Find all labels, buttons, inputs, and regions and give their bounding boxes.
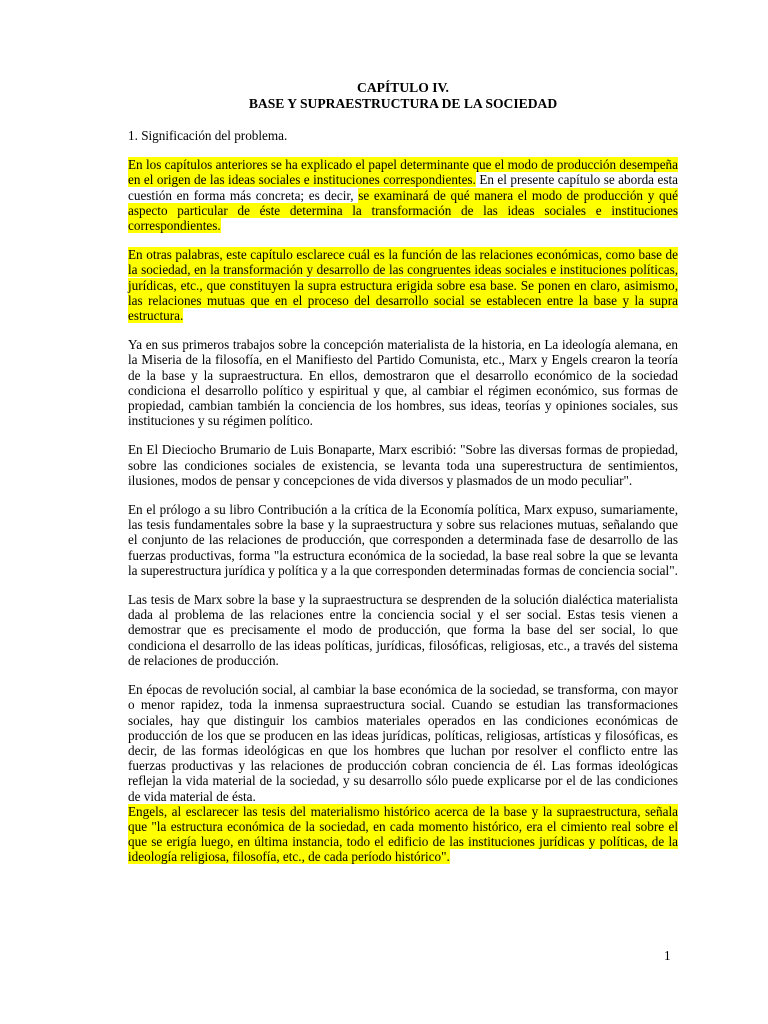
chapter-number: CAPÍTULO IV. (357, 80, 449, 95)
paragraph (128, 157, 678, 233)
paragraph-text: En el prólogo a su libro Contribución a la crítica de la Economía política, Marx expuso, sumariamente, las tesis fundamentales sobre la base y la supraestructura y sobre sus relaciones mutuas, señalando que el conjunto de las relaciones de producción, que corresponden a determinada fase de desarrollo de las fuerzas productivas, forma "la estructura económica de la sociedad, la base real sobre la que se levanta la superestructura jurídica y política y a la que corresponden determinadas formas de conciencia social". (128, 502, 678, 578)
highlighted-text: En los capítulos anteriores se ha explicado el papel determinante que el modo de producción desempeña en el origen de las ideas sociales e instituciones correspondientes. (128, 157, 678, 188)
chapter-title: BASE Y SUPRAESTRUCTURA DE LA SOCIEDAD (248, 96, 558, 111)
paragraph (128, 337, 678, 428)
paragraph-list (128, 157, 678, 864)
document-body (128, 80, 678, 865)
paragraph (128, 682, 678, 804)
paragraph (128, 804, 678, 865)
paragraph (128, 502, 678, 578)
paragraph-text: En épocas de revolución social, al cambiar la base económica de la sociedad, se transforma, con mayor o menor rapidez, toda la inmensa supraestructura social. Cuando se estudian las transformaciones sociales, hay que distinguir los cambios materiales operados en las condiciones económicas de producción de los que se producen en las ideas jurídicas, políticas, religiosas, artísticas y filosóficas, es decir, de las formas ideológicas en que los hombres que luchan por resolver el conflicto entre las fuerzas productivas y las relaciones de producción cobran conciencia de él. Las formas ideológicas reflejan la vida material de la sociedad, y su desarrollo sólo puede explicarse por el de las condiciones de vida material de ésta. (128, 682, 678, 804)
paragraph (128, 247, 678, 323)
highlighted-text: En otras palabras, este capítulo esclarece cuál es la función de las relaciones económicas, como base de la sociedad, en la transformación y desarrollo de las congruentes ideas sociales e instituciones políticas, jurídicas, etc., que constituyen la supra estructura erigida sobre esa base. Se ponen en claro, asimismo, las relaciones mutuas que en el proceso del desarrollo social se establecen entre la base y la supra estructura. (128, 247, 678, 324)
paragraph (128, 592, 678, 668)
highlighted-text: se examinará de qué manera el modo de producción y qué aspecto particular de éste determina la transformación de las ideas sociales e instituciones correspondientes. (128, 187, 678, 234)
paragraph (128, 442, 678, 488)
paragraph-text: En El Dieciocho Brumario de Luis Bonaparte, Marx escribió: "Sobre las diversas formas de propiedad, sobre las condiciones sociales de existencia, se levanta toda una superestructura de sentimientos, ilusiones, modos de pensar y concepciones de vida diversos y plasmados de un modo peculiar". (128, 442, 678, 488)
paragraph-text: Ya en sus primeros trabajos sobre la concepción materialista de la historia, en La ideología alemana, en la Miseria de la filosofía, en el Manifiesto del Partido Comunista, etc., Marx y Engels crearon la teoría de la base y la supraestructura. En ellos, demostraron que el desarrollo económico de la sociedad condiciona el desarrollo político y espiritual y que, al cambiar el régimen económico, sus formas de propiedad, cambian también la conciencia de los hombres, sus ideas, teorías y opiniones sociales, sus instituciones y su régimen político. (128, 337, 678, 429)
section-heading: 1. Significación del problema. (128, 128, 288, 143)
highlighted-text: Engels, al esclarecer las tesis del materialismo histórico acerca de la base y la supraestructura, señala que "la estructura económica de la sociedad, en cada momento histórico, era el cimiento real sobre el que se erigía luego, en última instancia, todo el edificio de las instituciones jurídicas y políticas, de la ideología religiosa, filosofía, etc., de cada período histórico". (128, 803, 678, 865)
page-number: 1 (664, 948, 671, 963)
paragraph-text: Las tesis de Marx sobre la base y la supraestructura se desprenden de la solución dialéctica materialista dada al problema de las relaciones entre la conciencia social y el ser social. Estas tesis vienen a demostrar que es precisamente el modo de producción, que forma la base del ser social, lo que condiciona el desarrollo de las ideas políticas, jurídicas, filosóficas, religiosas, etc., a través del sistema de relaciones de producción. (128, 592, 678, 668)
paragraph-text: En el presente capítulo se aborda esta cuestión en forma más concreta; es decir, (128, 172, 678, 203)
